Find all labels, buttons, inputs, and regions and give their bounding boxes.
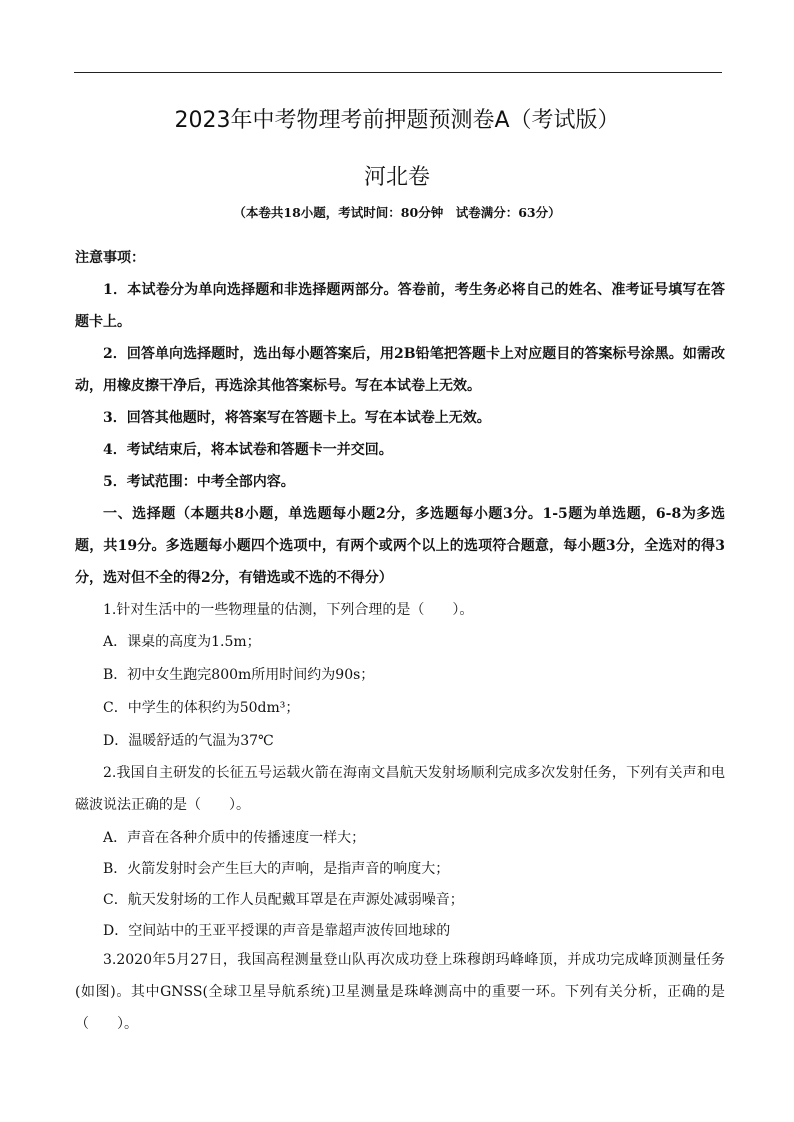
notice-item-3: 3．回答其他题时，将答案写在答题卡上。写在本试卷上无效。 [103, 410, 491, 426]
question-2-option-b: B．火箭发射时会产生巨大的声响，是指声音的响度大； [103, 861, 450, 877]
question-2-option-c: C．航天发射场的工作人员配戴耳罩是在声源处减弱噪音； [103, 892, 464, 908]
question-1-stem: 1.针对生活中的一些物理量的估测，下列合理的是（ ）。 [103, 602, 474, 618]
question-1-option-b: B．初中女生跑完800m所用时间约为90s； [103, 667, 375, 683]
question-1-option-d: D．温暖舒适的气温为37℃ [103, 733, 274, 749]
notice-heading: 注意事项： [75, 250, 145, 266]
exam-info: （本卷共18小题，考试时间：80分钟 试卷满分：63分） [233, 205, 561, 220]
question-2-option-a: A．声音在各种介质中的传播速度一样大； [103, 830, 366, 846]
header-rule [74, 72, 722, 73]
question-2-stem: 2.我国自主研发的长征五号运载火箭在海南文昌航天发射场顺利完成多次发射任务，下列有关声和电磁波说法正确的是（ ）。 [75, 765, 725, 813]
question-1-option-c: C．中学生的体积约为50dm³； [103, 700, 300, 716]
question-2-option-d: D．空间站中的王亚平授课的声音是靠超声波传回地球的 [103, 923, 451, 939]
notice-item-5: 5．考试范围：中考全部内容。 [103, 474, 295, 490]
document-title: 2023年中考物理考前押题预测卷A（考试版） [174, 108, 620, 133]
notice-item-4: 4．考试结束后，将本试卷和答题卡一并交回。 [103, 442, 393, 458]
question-1-option-a: A．课桌的高度为1.5m； [103, 634, 261, 650]
question-3-stem: 3.2020年5月27日，我国高程测量登山队再次成功登上珠穆朗玛峰峰顶，并成功完成峰顶测量任务(如图)。其中GNSS(全球卫星导航系统)卫星测量是珠峰测高中的重要一环。下列有关分析，正确的是（ ）。 [75, 952, 725, 1032]
section-heading: 一、选择题（本题共8小题，单选题每小题2分，多选题每小题3分。1-5题为单选题，6-8为多选题，共19分。多选题每小题四个选项中，有两个或两个以上的选项符合题意，每小题3分，全选对的得3分，选对但不全的得2分，有错选或不选的不得分） [75, 506, 725, 586]
document-subtitle: 河北卷 [363, 165, 430, 190]
notice-item-1: 1．本试卷分为单向选择题和非选择题两部分。答卷前，考生务必将自己的姓名、准考证号填写在答题卡上。 [75, 282, 725, 330]
notice-item-2: 2．回答单向选择题时，选出每小题答案后，用2B铅笔把答题卡上对应题目的答案标号涂黑。如需改动，用橡皮擦干净后，再选涂其他答案标号。写在本试卷上无效。 [75, 346, 725, 394]
